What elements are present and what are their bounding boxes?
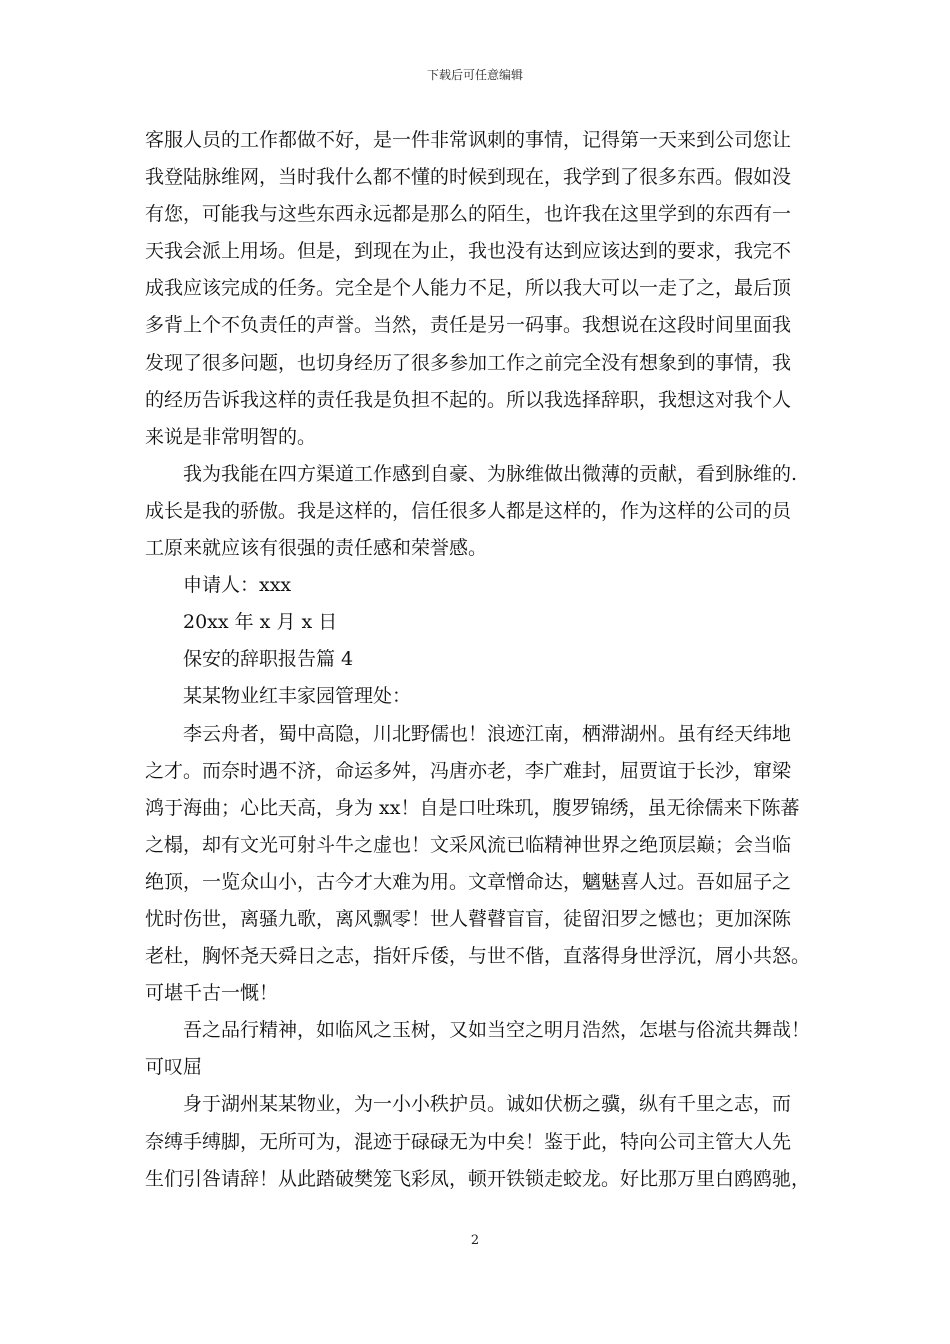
text-line: 多背上个不负责任的声誉。当然，责任是另一码事。我想说在这段时间里面我 [145,314,792,337]
text-line: 可叹屈 [145,1056,203,1079]
text-line: 鸿于海曲；心比天高，身为 xx！自是口吐珠玑，腹罗锦绣，虽无徐儒来下陈蕃 [145,796,800,819]
text-line: 成我应该完成的任务。完全是个人能力不足，所以我大可以一走了之，最后顶 [145,277,792,300]
text-line: 奈缚手缚脚，无所可为，混迹于碌碌无为中矣！鉴于此，特向公司主管大人先 [145,1130,792,1153]
text-line: 我为我能在四方渠道工作感到自豪、为脉维做出微薄的贡献，看到脉维的. [183,462,798,485]
text-line: 生们引咎请辞！从此踏破樊笼飞彩凤，顿开铁锁走蛟龙。好比那万里白鸥鸥驰， [145,1167,811,1190]
page-header: 下载后可任意编辑 [426,68,523,82]
text-line: 发现了很多问题，也切身经历了很多参加工作之前完全没有想象到的事情，我 [145,351,792,374]
text-line: 吾之品行精神，如临风之玉树，又如当空之明月浩然，怎堪与俗流共舞哉！ [183,1019,811,1042]
text-line: 来说是非常明智的。 [145,425,317,448]
date-line: 20xx 年 x 月 x 日 [183,611,338,634]
text-line: 可堪千古一慨！ [145,982,279,1005]
text-line: 的经历告诉我这样的责任我是负担不起的。所以我选择辞职，我想这对我个人 [145,388,792,411]
text-line: 成长是我的骄傲。我是这样的，信任很多人都是这样的，作为这样的公司的员 [145,499,792,522]
document-body [145,122,825,1198]
applicant-line: 申请人：xxx [183,574,292,597]
text-line: 忧时伤世，离骚九歌，离风飘零！世人瞽瞽盲盲，徒留汨罗之憾也；更加深陈 [145,907,792,930]
text-line: 有您，可能我与这些东西永远都是那么的陌生，也许我在这里学到的东西有一 [145,203,792,226]
text-line: 李云舟者，蜀中高隐，川北野儒也！浪迹江南，栖滞湖州。虽有经天纬地 [183,722,792,745]
text-line: 我登陆脉维网，当时我什么都不懂的时候到现在，我学到了很多东西。假如没 [145,166,792,189]
text-line: 工原来就应该有很强的责任感和荣誉感。 [145,537,488,560]
text-line: 天我会派上用场。但是，到现在为止，我也没有达到应该达到的要求，我完不 [145,240,792,263]
text-line: 老杜，胸怀尧天舜日之志，指奸斥倭，与世不偕，直落得身世浮沉，屑小共怒。 [145,945,811,968]
text-line: 客服人员的工作都做不好，是一件非常讽刺的事情，记得第一天来到公司您让 [145,129,792,151]
text-line: 之才。而奈时遇不济，命运多舛，冯唐亦老，李广难封，屈贾谊于长沙，窜梁 [145,759,792,782]
text-line: 绝顶，一览众山小，古今才大难为用。文章憎命达，魑魅喜人过。吾如屈子之 [145,870,792,893]
text-line: 身于湖州某某物业，为一小小秩护员。诚如伏枥之骥，纵有千里之志，而 [183,1093,792,1116]
salutation-line: 某某物业红丰家园管理处： [183,685,412,708]
page-number: 2 [470,1233,480,1248]
section-title: 保安的辞职报告篇 4 [183,648,354,671]
text-line: 之榻，却有文光可射斗牛之虚也！文采风流已临精神世界之绝顶层巅；会当临 [145,833,792,856]
